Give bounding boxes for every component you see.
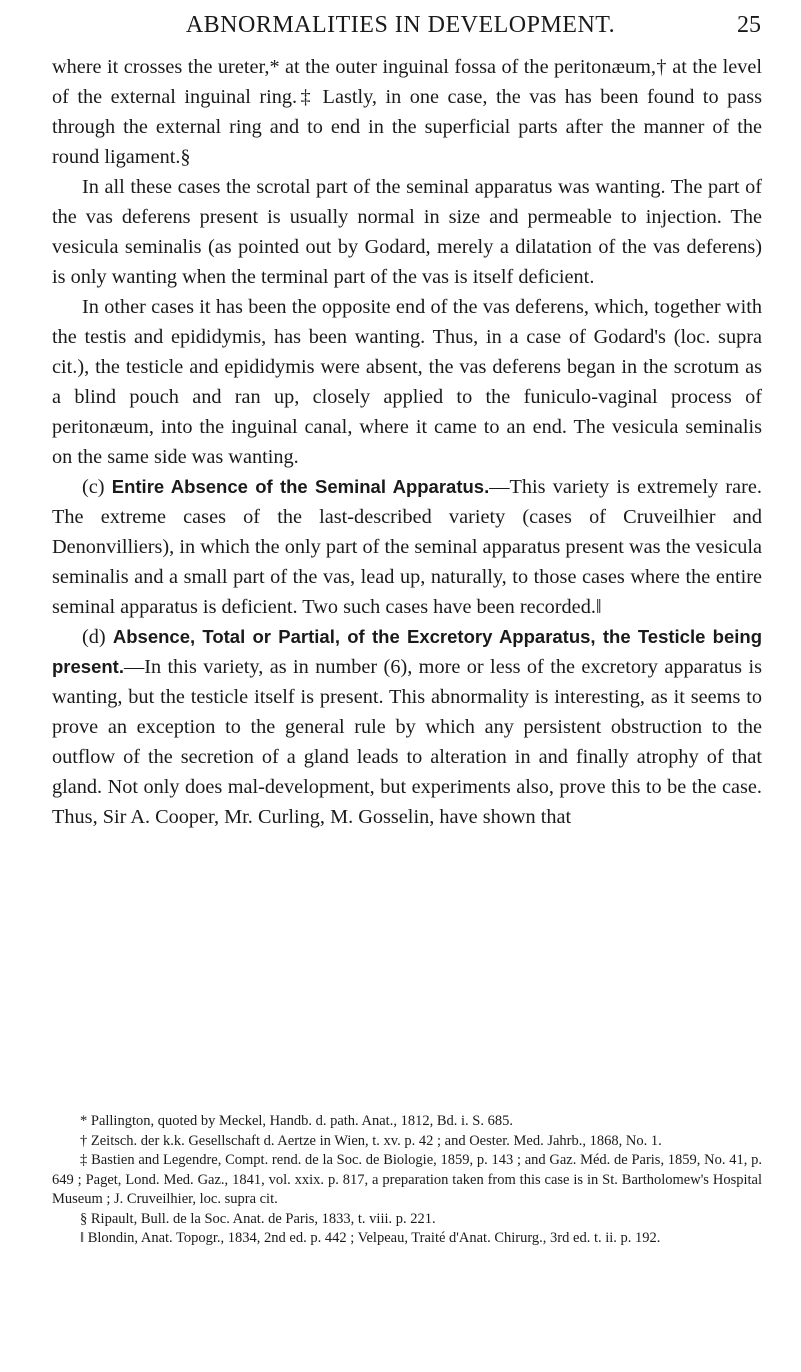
section-heading-excretory-absence: Absence, Total or Partial, of the Excretory Apparatus, the Testicle being present. (52, 626, 763, 677)
footnote-section: § Ripault, Bull. de la Soc. Anat. de Paris, 1833, t. viii. p. 221. (80, 1210, 436, 1227)
paragraph-entire-absence (52, 472, 762, 622)
footnote-double-dagger: ‡ Bastien and Legendre, Compt. rend. de la Soc. de Biologie, 1859, p. 143 ; and Gaz. Méd. de Paris, 1859, No. 41, p. 649 ; Paget, Lond. Med. Gaz., 1841, vol. xxix. p. 817, a preparation taken from this case is in St. Bartholomew's Hospital Museum ; J. Cruveilhier, loc. supra cit. (52, 1152, 762, 1207)
section-text-excretory-absence: —In this variety, as in number (6), more or less of the excretory apparatus is wanting, but the testicle itself is present. This abnormality is interesting, as it seems to prove an exception to the general rule by which any persistent obstruction to the outflow of the secretion of a gland leads to alteration in and finally atrophy of that gland. Not only does mal-development, but experiments also, prove this to be the case. Thus, Sir A. Cooper, Mr. Curling, M. Gosselin, have shown that (52, 656, 762, 828)
paragraph-excretory-absence (52, 622, 762, 832)
section-label-d: (d) (82, 626, 106, 648)
page-header (0, 12, 801, 46)
section-label-c: (c) (82, 476, 105, 498)
paragraph-opposite-end: In other cases it has been the opposite end of the vas deferens, which, together with the testis and epididymis, has been wanting. Thus, in a case of Godard's (loc. supra cit.), the testicle and epididymis were absent, the vas deferens began in the scrotum as a blind pouch and ran up, closely applied to the funiculo-vaginal process of peritonæum, into the inguinal canal, where it came to an end. The vesicula seminalis on the same side was wanting. (52, 296, 762, 468)
paragraph-scrotal-part: In all these cases the scrotal part of the seminal apparatus was wanting. The part of the vas deferens present is usually normal in size and permeable to injection. The vesicula seminalis (as pointed out by Godard, merely a dilatation of the vas deferens) is only wanting when the terminal part of the vas is itself deficient. (52, 176, 762, 288)
paragraph-continuation: where it crosses the ureter,* at the outer inguinal fossa of the peritonæum,† at the level of the external inguinal ring.‡ Lastly, in one case, the vas has been found to pass through the external ring and to end in the superficial parts after the manner of the round ligament.§ (52, 56, 762, 168)
page-number: 25 (737, 12, 761, 38)
body-text (52, 52, 762, 832)
footnotes (52, 1112, 762, 1249)
footnote-dagger: † Zeitsch. der k.k. Gesellschaft d. Aertze in Wien, t. xv. p. 42 ; and Oester. Med. Jahrb., 1868, No. 1. (80, 1132, 662, 1149)
footnote-asterisk: * Pallington, quoted by Meckel, Handb. d. path. Anat., 1812, Bd. i. S. 685. (80, 1113, 513, 1129)
section-heading-entire-absence: Entire Absence of the Seminal Apparatus. (111, 476, 490, 497)
footnote-parallel: ‖ Blondin, Anat. Topogr., 1834, 2nd ed. p. 442 ; Velpeau, Traité d'Anat. Chirurg., 3rd ed. t. ii. p. 192. (80, 1230, 661, 1246)
section-text-entire-absence: —This variety is extremely rare. The extreme cases of the last-described variety (cases of Cruveilhier and Denonvilliers), in which the only part of the seminal apparatus present was the vesicula seminalis and a small part of the vas, lead up, naturally, to those cases where the entire seminal apparatus is deficient. Two such cases have been recorded.‖ (52, 476, 762, 618)
running-head: ABNORMALITIES IN DEVELOPMENT. (185, 12, 616, 38)
